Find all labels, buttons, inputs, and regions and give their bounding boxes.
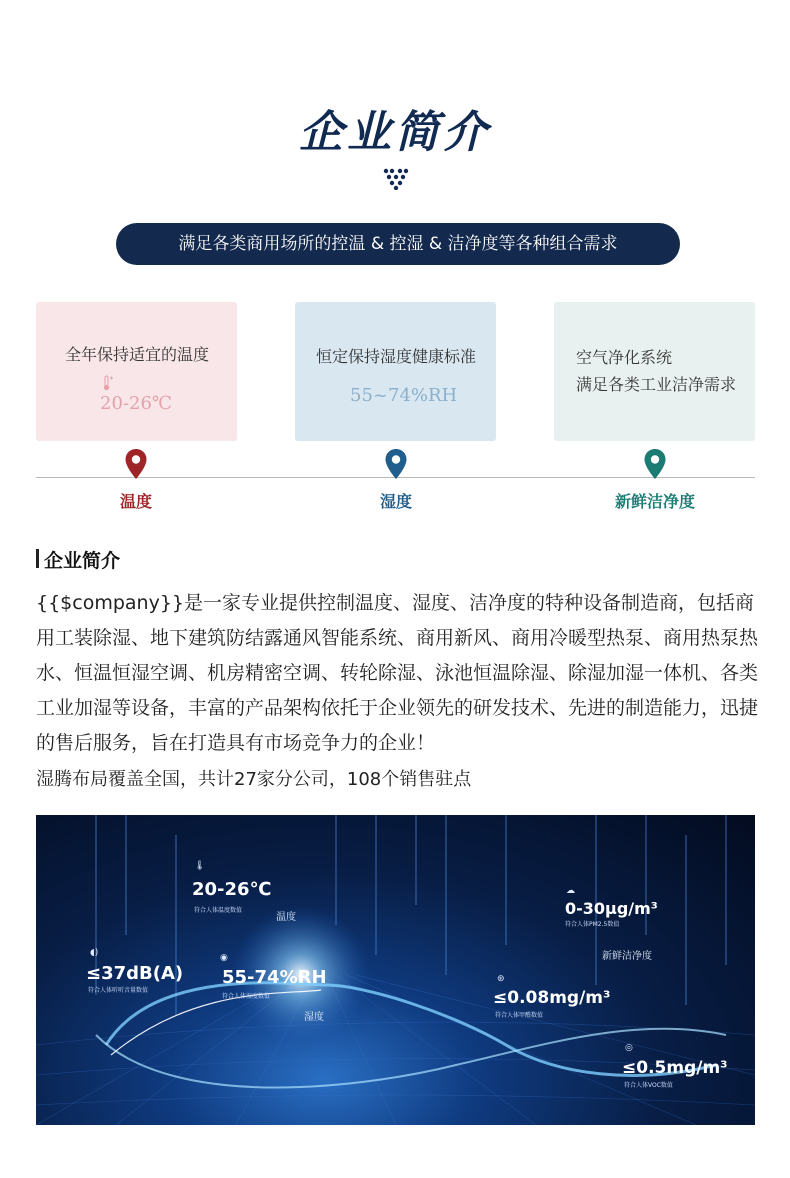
coverage-text: 湿腾布局覆盖全国，共计27家分公司，108个销售驻点 — [36, 769, 472, 790]
timeline-label-freshness: 新鲜洁净度 — [614, 492, 695, 511]
humidity-card-value: 55~74%RH — [350, 385, 458, 406]
humidity-stat-sub: 符合人体湿度数值 — [222, 993, 271, 1000]
humidity-card — [295, 302, 496, 441]
droplet-icon: ◉ — [220, 953, 228, 963]
tech-illustration — [36, 815, 755, 1125]
temp-stat-value: 20-26℃ — [192, 879, 272, 900]
thermometer-icon: 🌡 — [194, 861, 206, 871]
air-purification-card — [554, 302, 755, 441]
formaldehyde-stat-value: ≤0.08mg/m³ — [493, 988, 611, 1008]
temperature-card-title: 全年保持适宜的温度 — [65, 345, 210, 364]
brand-logo-icon — [383, 168, 409, 190]
temp-caption: 温度 — [276, 912, 296, 923]
freshness-caption: 新鲜洁净度 — [602, 951, 652, 962]
noise-stat-sub: 符合人体听听音量数值 — [88, 987, 149, 994]
voc-stat-sub: 符合人体VOC数值 — [624, 1082, 673, 1089]
voc-icon: ◎ — [625, 1043, 633, 1053]
formaldehyde-stat-sub: 符合人体甲醛数值 — [495, 1012, 544, 1019]
molecule-icon: ⊛ — [497, 974, 505, 984]
company-intro-paragraph: {{$company}}是一家专业提供控制温度、湿度、洁净度的特种设备制造商，包括商用工装除湿、地下建筑防结露通风智能系统、商用新风、商用冷暖型热泵、商用热泵热水、恒温恒湿空调、机房精密空调、转轮除湿、泳池恒温除湿、除湿加湿一体机、各类工业加湿等设备，丰富的产品架构依托于企业领先的研发技术、先进的制造能力，迅捷的售后服务，旨在打造具有市场竞争力的企业！ — [36, 592, 759, 754]
section-heading: 企业简介 — [44, 550, 121, 572]
air-card-title: 空气净化系统 — [576, 348, 673, 367]
timeline-label-temperature: 温度 — [119, 492, 152, 511]
timeline-label-humidity: 湿度 — [379, 492, 412, 511]
pm-stat-sub: 符合人体PM2.5数值 — [565, 921, 620, 928]
temp-stat-sub: 符合人体温度数值 — [194, 907, 243, 914]
pm-stat-value: 0-30μg/m³ — [565, 899, 658, 918]
section-heading-bar — [36, 549, 39, 568]
humidity-caption: 湿度 — [304, 1012, 324, 1023]
temperature-card — [36, 302, 237, 441]
location-pin-icon — [124, 448, 148, 480]
cloud-icon: ☁ — [566, 886, 575, 896]
location-pin-icon — [643, 448, 667, 480]
humidity-stat-value: 55-74%RH — [222, 967, 327, 988]
feature-banner: 满足各类商用场所的控温 & 控湿 & 洁净度等各种组合需求 — [116, 223, 680, 265]
noise-stat-value: ≤37dB(A) — [86, 963, 184, 984]
page-title: 企业简介 — [299, 107, 491, 158]
voc-stat-value: ≤0.5mg/m³ — [622, 1058, 728, 1078]
thermometer-icon — [102, 375, 114, 391]
temperature-card-value: 20-26℃ — [100, 393, 173, 414]
location-pin-icon — [384, 448, 408, 480]
air-card-text — [576, 344, 736, 398]
humidity-card-title: 恒定保持湿度健康标准 — [316, 347, 477, 366]
air-card-value: 满足各类工业洁净需求 — [576, 375, 737, 394]
sound-icon: ◖) — [90, 948, 99, 958]
